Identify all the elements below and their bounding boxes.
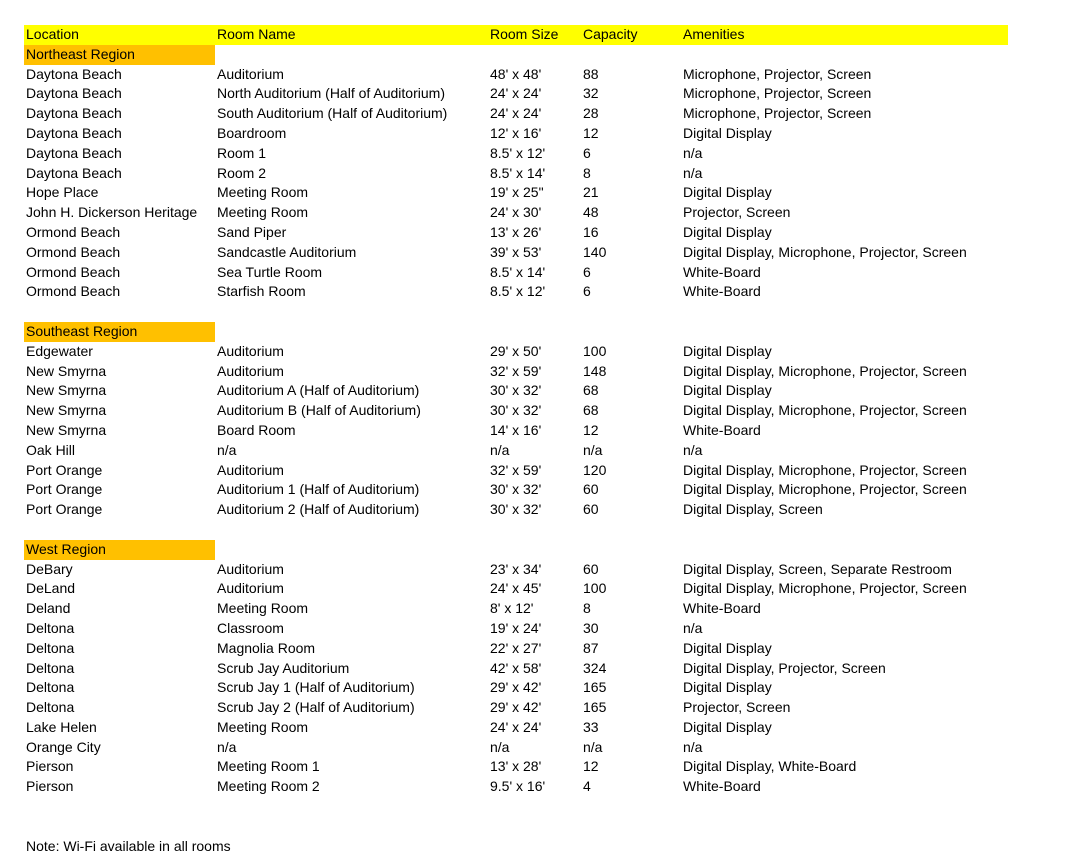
cell-room-name: Auditorium B (Half of Auditorium)	[217, 402, 421, 419]
cell-location: Daytona Beach	[26, 65, 122, 82]
cell-room-size: 9.5' x 16'	[490, 778, 546, 795]
cell-capacity: 28	[583, 105, 599, 122]
cell-room-size: 30' x 32'	[490, 501, 542, 518]
cell-amenities: Digital Display, Microphone, Projector, Screen	[683, 481, 967, 498]
cell-room-size: 39' x 53'	[490, 243, 542, 260]
cell-amenities: Digital Display, Screen	[683, 501, 823, 518]
cell-location: Deltona	[26, 619, 75, 636]
table-row	[24, 441, 1008, 461]
cell-room-size: 48' x 48'	[490, 65, 542, 82]
region-header-row	[24, 540, 1008, 560]
cell-room-name: Auditorium 2 (Half of Auditorium)	[217, 501, 420, 518]
cell-amenities: Digital Display	[683, 639, 772, 656]
cell-location: Daytona Beach	[26, 164, 122, 181]
cell-location: Ormond Beach	[26, 243, 121, 260]
cell-capacity: n/a	[583, 441, 603, 458]
spacer	[24, 520, 1008, 540]
cell-location: Port Orange	[26, 501, 103, 518]
cell-amenities: White-Board	[683, 778, 761, 795]
region-header-row	[24, 322, 1008, 342]
table-row	[24, 164, 1008, 184]
table-row	[24, 401, 1008, 421]
cell-capacity: 6	[583, 283, 591, 300]
cell-amenities: Digital Display	[683, 223, 772, 240]
cell-amenities: Digital Display	[683, 679, 772, 696]
cell-capacity: 12	[583, 758, 599, 775]
table-row	[24, 84, 1008, 104]
cell-room-size: 32' x 59'	[490, 362, 542, 379]
cell-amenities: Microphone, Projector, Screen	[683, 105, 872, 122]
column-header-amenities: Amenities	[683, 26, 745, 42]
cell-room-name: North Auditorium (Half of Auditorium)	[217, 85, 445, 102]
table-row	[24, 342, 1008, 362]
cell-capacity: 165	[583, 679, 607, 696]
table-row	[24, 203, 1008, 223]
cell-room-size: 13' x 28'	[490, 758, 542, 775]
cell-amenities: n/a	[683, 164, 703, 181]
cell-capacity: 324	[583, 659, 607, 676]
region-label: West Region	[24, 540, 215, 560]
cell-room-size: 29' x 42'	[490, 699, 542, 716]
cell-location: Deland	[26, 600, 71, 617]
cell-capacity: 68	[583, 402, 599, 419]
cell-location: John H. Dickerson Heritage	[26, 204, 198, 221]
cell-room-name: Auditorium	[217, 342, 284, 359]
cell-capacity: 21	[583, 184, 599, 201]
cell-location: Deltona	[26, 679, 75, 696]
table-row	[24, 381, 1008, 401]
cell-amenities: White-Board	[683, 600, 761, 617]
cell-location: Edgewater	[26, 342, 93, 359]
cell-room-name: Room 1	[217, 144, 267, 161]
cell-room-size: 22' x 27'	[490, 639, 542, 656]
cell-room-name: Sea Turtle Room	[217, 263, 323, 280]
cell-room-size: n/a	[490, 441, 510, 458]
cell-location: Deltona	[26, 699, 75, 716]
cell-room-size: 13' x 26'	[490, 223, 542, 240]
cell-room-name: Scrub Jay 1 (Half of Auditorium)	[217, 679, 415, 696]
cell-amenities: Digital Display, Microphone, Projector, Screen	[683, 243, 967, 260]
cell-capacity: 48	[583, 204, 599, 221]
cell-room-name: Auditorium	[217, 65, 284, 82]
cell-room-size: 19' x 24'	[490, 619, 542, 636]
cell-room-size: 29' x 50'	[490, 342, 542, 359]
table-row	[24, 757, 1008, 777]
table-row	[24, 480, 1008, 500]
cell-location: Pierson	[26, 778, 74, 795]
cell-location: Ormond Beach	[26, 283, 121, 300]
cell-room-name: n/a	[217, 441, 237, 458]
table-row	[24, 718, 1008, 738]
cell-capacity: 8	[583, 164, 591, 181]
cell-capacity: 6	[583, 144, 591, 161]
cell-amenities: n/a	[683, 144, 703, 161]
cell-capacity: 32	[583, 85, 599, 102]
cell-location: DeLand	[26, 580, 76, 597]
region-label: Southeast Region	[24, 322, 215, 342]
cell-room-size: 8.5' x 12'	[490, 144, 546, 161]
cell-capacity: 100	[583, 580, 607, 597]
cell-room-name: Sandcastle Auditorium	[217, 243, 357, 260]
cell-capacity: 60	[583, 560, 599, 577]
cell-room-name: Auditorium	[217, 580, 284, 597]
cell-capacity: 33	[583, 718, 599, 735]
cell-room-size: 24' x 45'	[490, 580, 542, 597]
cell-capacity: 88	[583, 65, 599, 82]
table-row	[24, 560, 1008, 580]
cell-capacity: 16	[583, 223, 599, 240]
cell-location: Port Orange	[26, 461, 103, 478]
cell-room-name: Starfish Room	[217, 283, 306, 300]
cell-location: Ormond Beach	[26, 263, 121, 280]
cell-room-size: 24' x 24'	[490, 85, 542, 102]
cell-amenities: Digital Display, White-Board	[683, 758, 857, 775]
table-row	[24, 659, 1008, 679]
cell-capacity: 12	[583, 124, 599, 141]
cell-room-size: 32' x 59'	[490, 461, 542, 478]
column-header-location: Location	[26, 26, 79, 42]
cell-capacity: 68	[583, 382, 599, 399]
cell-room-name: Magnolia Room	[217, 639, 316, 656]
cell-room-name: Meeting Room	[217, 718, 309, 735]
cell-amenities: n/a	[683, 738, 703, 755]
cell-amenities: Digital Display, Microphone, Projector, Screen	[683, 580, 967, 597]
cell-capacity: 4	[583, 778, 591, 795]
table-row	[24, 500, 1008, 520]
cell-amenities: Digital Display	[683, 718, 772, 735]
column-header-room-size: Room Size	[490, 26, 559, 42]
cell-capacity: 148	[583, 362, 607, 379]
table-row	[24, 104, 1008, 124]
cell-room-name: Boardroom	[217, 124, 287, 141]
cell-location: DeBary	[26, 560, 73, 577]
cell-location: Deltona	[26, 659, 75, 676]
cell-amenities: Digital Display	[683, 382, 772, 399]
cell-location: Port Orange	[26, 481, 103, 498]
cell-amenities: White-Board	[683, 263, 761, 280]
table-row	[24, 282, 1008, 302]
region-label: Northeast Region	[24, 45, 215, 65]
cell-location: Orange City	[26, 738, 101, 755]
cell-room-size: 30' x 32'	[490, 481, 542, 498]
cell-capacity: 100	[583, 342, 607, 359]
cell-room-name: Meeting Room 1	[217, 758, 320, 775]
cell-amenities: White-Board	[683, 421, 761, 438]
table-row	[24, 223, 1008, 243]
cell-location: Oak Hill	[26, 441, 76, 458]
cell-location: New Smyrna	[26, 362, 107, 379]
cell-room-size: 30' x 32'	[490, 382, 542, 399]
table-row	[24, 183, 1008, 203]
cell-room-name: Meeting Room	[217, 204, 309, 221]
cell-capacity: 60	[583, 481, 599, 498]
cell-amenities: Digital Display	[683, 342, 772, 359]
cell-room-name: Auditorium A (Half of Auditorium)	[217, 382, 420, 399]
cell-room-name: Scrub Jay Auditorium	[217, 659, 350, 676]
region-header-row	[24, 45, 1008, 65]
cell-location: Ormond Beach	[26, 223, 121, 240]
cell-room-size: 24' x 24'	[490, 105, 542, 122]
table-row	[24, 777, 1008, 797]
cell-amenities: Digital Display	[683, 184, 772, 201]
cell-room-name: Auditorium	[217, 362, 284, 379]
cell-room-size: 19' x 25"	[490, 184, 544, 201]
cell-room-name: Room 2	[217, 164, 267, 181]
table-row	[24, 65, 1008, 85]
cell-room-size: 14' x 16'	[490, 421, 542, 438]
table-row	[24, 678, 1008, 698]
cell-room-name: Auditorium 1 (Half of Auditorium)	[217, 481, 420, 498]
cell-location: Daytona Beach	[26, 105, 122, 122]
cell-location: Hope Place	[26, 184, 99, 201]
cell-room-size: 12' x 16'	[490, 124, 542, 141]
cell-room-name: Board Room	[217, 421, 296, 438]
cell-room-name: Scrub Jay 2 (Half of Auditorium)	[217, 699, 415, 716]
footnote: Note: Wi-Fi available in all rooms	[26, 837, 231, 854]
cell-room-name: South Auditorium (Half of Auditorium)	[217, 105, 448, 122]
cell-room-size: 42' x 58'	[490, 659, 542, 676]
cell-capacity: 8	[583, 600, 591, 617]
cell-capacity: 30	[583, 619, 599, 636]
cell-room-name: Classroom	[217, 619, 284, 636]
table-header-row	[24, 25, 1008, 45]
cell-capacity: 60	[583, 501, 599, 518]
table-row	[24, 421, 1008, 441]
cell-amenities: Digital Display, Microphone, Projector, Screen	[683, 362, 967, 379]
spacer	[24, 797, 1008, 837]
cell-capacity: 6	[583, 263, 591, 280]
cell-amenities: Projector, Screen	[683, 204, 791, 221]
cell-room-name: Meeting Room	[217, 600, 309, 617]
table-body	[24, 45, 1008, 797]
table-row	[24, 263, 1008, 283]
cell-amenities: White-Board	[683, 283, 761, 300]
cell-room-size: 30' x 32'	[490, 402, 542, 419]
table-row	[24, 619, 1008, 639]
cell-room-size: 8.5' x 14'	[490, 263, 546, 280]
table-row	[24, 461, 1008, 481]
cell-amenities: Microphone, Projector, Screen	[683, 85, 872, 102]
table-row	[24, 698, 1008, 718]
cell-room-name: n/a	[217, 738, 237, 755]
cell-capacity: 140	[583, 243, 607, 260]
cell-amenities: Digital Display, Screen, Separate Restroom	[683, 560, 952, 577]
room-table	[24, 25, 1008, 856]
cell-capacity: 165	[583, 699, 607, 716]
cell-amenities: Digital Display, Microphone, Projector, Screen	[683, 402, 967, 419]
cell-location: New Smyrna	[26, 421, 107, 438]
cell-room-name: Auditorium	[217, 560, 284, 577]
table-row	[24, 362, 1008, 382]
cell-location: New Smyrna	[26, 382, 107, 399]
cell-room-size: 8' x 12'	[490, 600, 534, 617]
cell-location: Deltona	[26, 639, 75, 656]
cell-room-name: Auditorium	[217, 461, 284, 478]
table-row	[24, 243, 1008, 263]
column-header-capacity: Capacity	[583, 26, 638, 42]
column-header-room-name: Room Name	[217, 26, 296, 42]
table-row	[24, 738, 1008, 758]
cell-capacity: 12	[583, 421, 599, 438]
cell-capacity: 87	[583, 639, 599, 656]
cell-room-name: Meeting Room	[217, 184, 309, 201]
cell-capacity: 120	[583, 461, 607, 478]
cell-room-size: 8.5' x 14'	[490, 164, 546, 181]
cell-room-size: 24' x 24'	[490, 718, 542, 735]
cell-room-size: 24' x 30'	[490, 204, 542, 221]
cell-room-name: Sand Piper	[217, 223, 287, 240]
cell-location: Pierson	[26, 758, 74, 775]
table-row	[24, 124, 1008, 144]
cell-amenities: Digital Display	[683, 124, 772, 141]
cell-location: Lake Helen	[26, 718, 97, 735]
spacer	[24, 302, 1008, 322]
cell-room-name: Meeting Room 2	[217, 778, 320, 795]
cell-capacity: n/a	[583, 738, 603, 755]
cell-location: Daytona Beach	[26, 124, 122, 141]
cell-amenities: Microphone, Projector, Screen	[683, 65, 872, 82]
cell-location: New Smyrna	[26, 402, 107, 419]
table-row	[24, 144, 1008, 164]
cell-room-size: n/a	[490, 738, 510, 755]
table-row	[24, 579, 1008, 599]
cell-amenities: n/a	[683, 441, 703, 458]
cell-amenities: n/a	[683, 619, 703, 636]
cell-amenities: Digital Display, Microphone, Projector, Screen	[683, 461, 967, 478]
cell-amenities: Projector, Screen	[683, 699, 791, 716]
cell-room-size: 8.5' x 12'	[490, 283, 546, 300]
table-row	[24, 639, 1008, 659]
table-row	[24, 599, 1008, 619]
cell-room-size: 29' x 42'	[490, 679, 542, 696]
cell-amenities: Digital Display, Projector, Screen	[683, 659, 886, 676]
cell-room-size: 23' x 34'	[490, 560, 542, 577]
cell-location: Daytona Beach	[26, 144, 122, 161]
cell-location: Daytona Beach	[26, 85, 122, 102]
